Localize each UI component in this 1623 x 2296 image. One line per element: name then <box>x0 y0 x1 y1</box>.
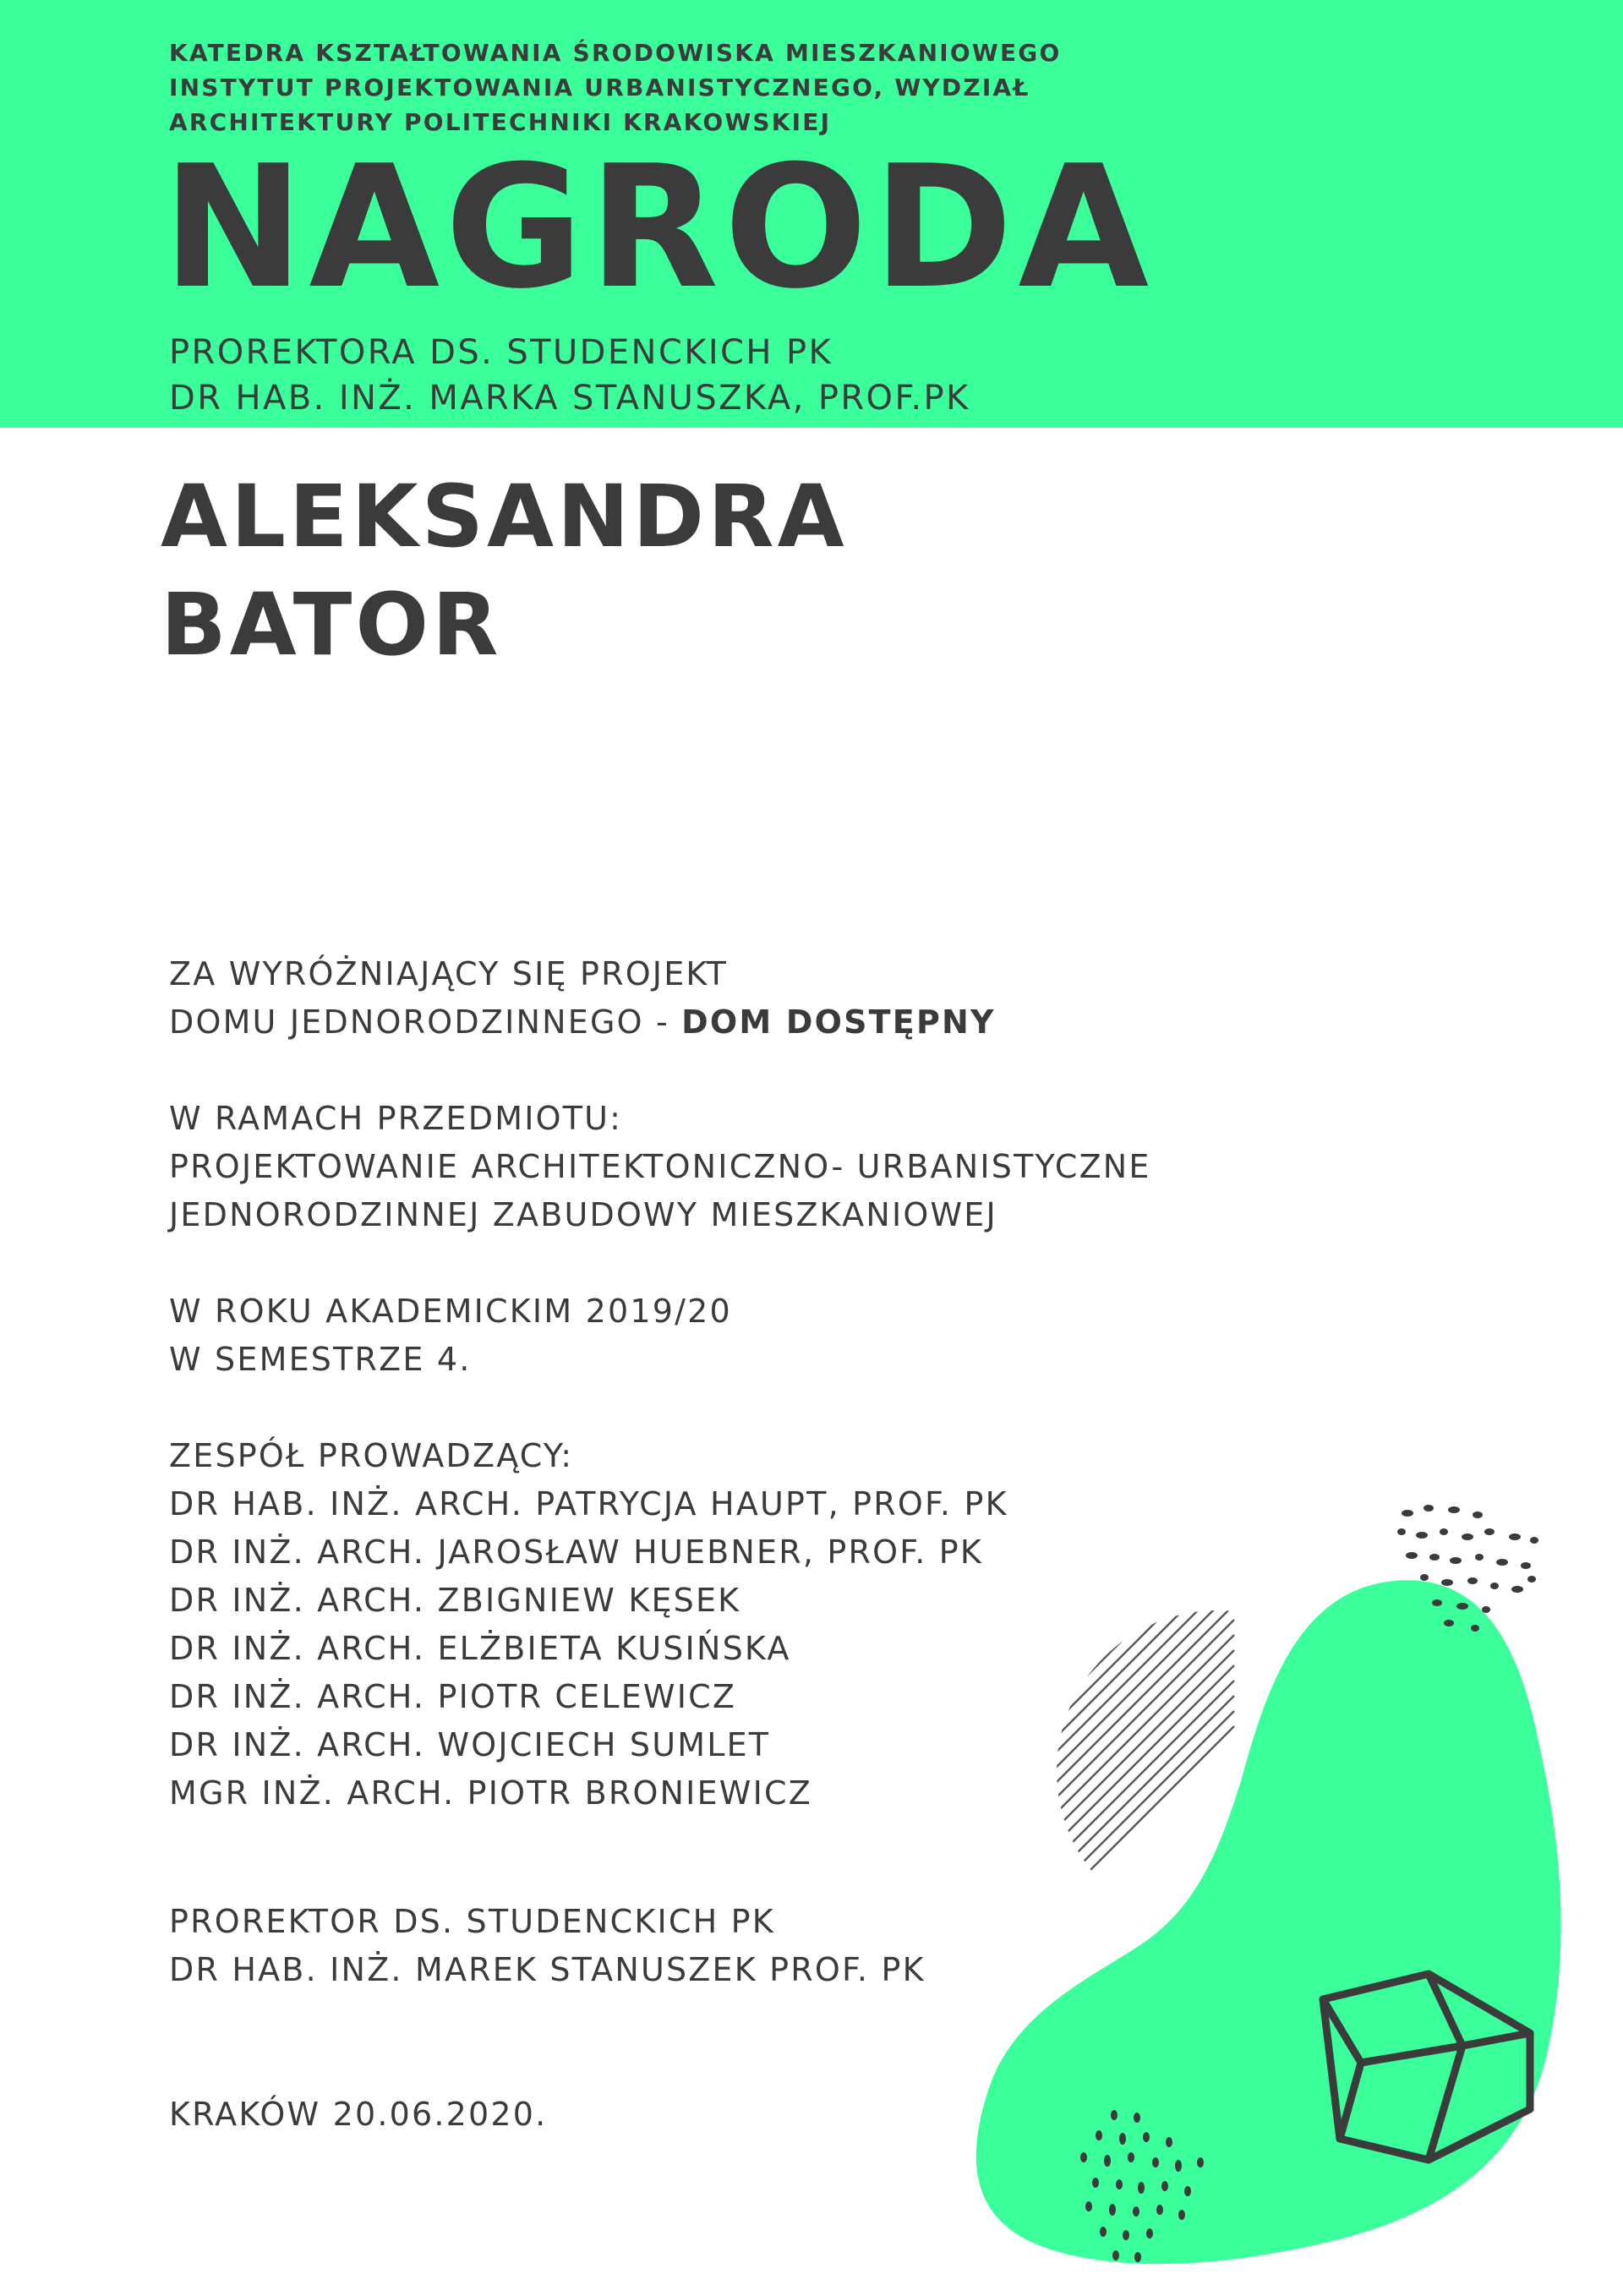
academic-year: W ROKU AKADEMICKIM 2019/20 <box>169 1293 732 1330</box>
institution-line-1: KATEDRA KSZTAŁTOWANIA ŚRODOWISKA MIESZKANIOWEGO <box>169 39 1062 67</box>
team-member: DR INŻ. ARCH. ZBIGNIEW KĘSEK <box>169 1582 741 1619</box>
team-member: DR INŻ. ARCH. WOJCIECH SUMLET <box>169 1726 771 1763</box>
signatory-name: DR HAB. INŻ. MAREK STANUSZEK PROF. PK <box>169 1951 926 1988</box>
project-name: DOM DOSTĘPNY <box>681 1003 996 1041</box>
course-label: W RAMACH PRZEDMIOTU: <box>169 1100 623 1137</box>
reason-line-1: ZA WYRÓŻNIAJĄCY SIĘ PROJEKT <box>169 955 728 992</box>
signatory-role: PROREKTOR DS. STUDENCKICH PK <box>169 1903 775 1940</box>
team-member: DR INŻ. ARCH. ELŻBIETA KUSIŃSKA <box>169 1630 791 1667</box>
sponsor-line-1: PROREKTORA DS. STUDENCKICH PK <box>169 333 833 372</box>
team-member: DR INŻ. ARCH. JAROSŁAW HUEBNER, PROF. PK <box>169 1533 984 1571</box>
place-date: KRAKÓW 20.06.2020. <box>169 2096 548 2133</box>
course-name-line-2: JEDNORODZINNEJ ZABUDOWY MIESZKANIOWEJ <box>169 1196 997 1233</box>
team-member: DR HAB. INŻ. ARCH. PATRYCJA HAUPT, PROF. PK <box>169 1485 1008 1522</box>
institution-line-3: ARCHITEKTURY POLITECHNIKI KRAKOWSKIEJ <box>169 108 832 136</box>
semester: W SEMESTRZE 4. <box>169 1341 472 1378</box>
sponsor-line-2: DR HAB. INŻ. MARKA STANUSZKA, PROF.PK <box>169 379 970 418</box>
team-member: MGR INŻ. ARCH. PIOTR BRONIEWICZ <box>169 1774 812 1812</box>
reason-prefix: DOMU JEDNORODZINNEGO - <box>169 1003 682 1041</box>
award-details <box>169 950 1151 2139</box>
recipient-first-name: ALEKSANDRA <box>161 467 848 567</box>
reason-line-2 <box>169 998 1151 1047</box>
award-title: NAGRODA <box>162 129 1155 326</box>
recipient-last-name: BATOR <box>161 575 502 675</box>
team-member: DR INŻ. ARCH. PIOTR CELEWICZ <box>169 1678 737 1715</box>
course-name-line-1: PROJEKTOWANIE ARCHITEKTONICZNO- URBANISTYCZNE <box>169 1148 1151 1185</box>
institution-line-2: INSTYTUT PROJEKTOWANIA URBANISTYCZNEGO, WYDZIAŁ <box>169 74 1030 101</box>
team-label: ZESPÓŁ PROWADZĄCY: <box>169 1437 574 1474</box>
